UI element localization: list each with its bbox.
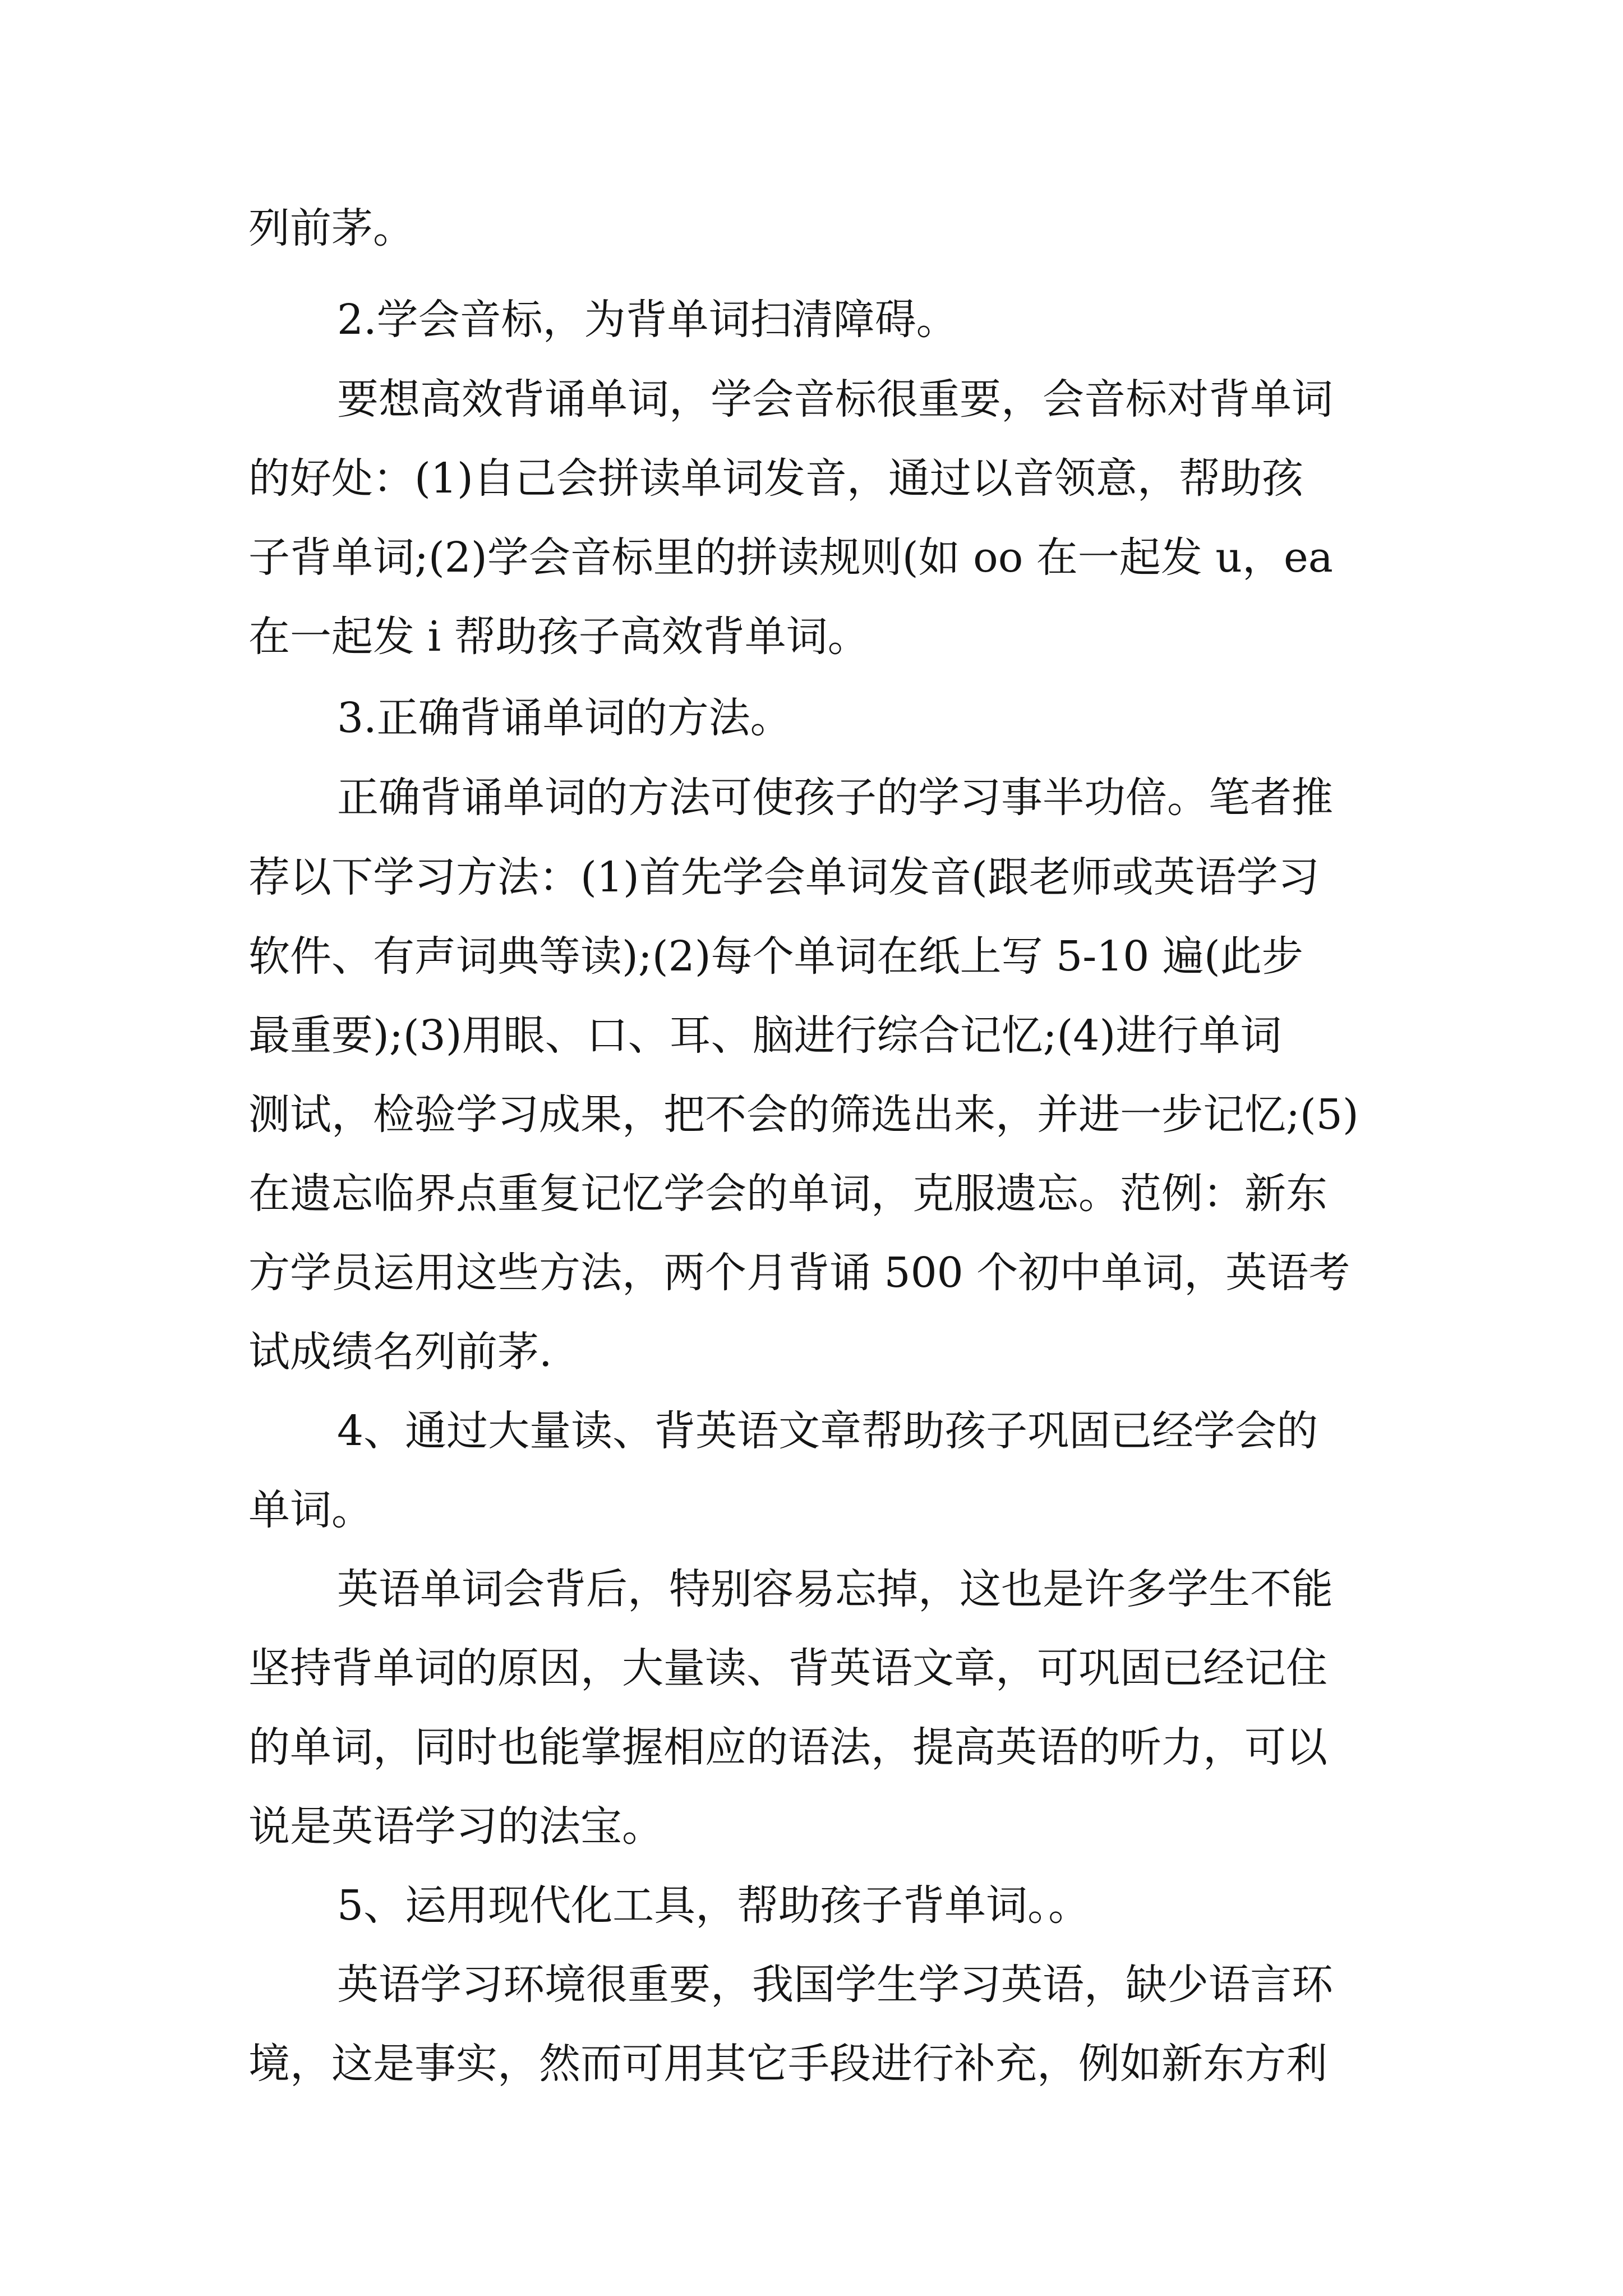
- paragraph-line: 方学员运用这些方法，两个月背诵 500 个初中单词，英语考: [248, 1249, 1350, 1297]
- section-heading: 4、通过大量读、背英语文章帮助孩子巩固已经学会的: [337, 1407, 1318, 1455]
- paragraph-line: 最重要);(3)用眼、口、耳、脑进行综合记忆;(4)进行单词: [248, 1011, 1282, 1060]
- section-heading: 3.正确背诵单词的方法。: [337, 694, 792, 742]
- paragraph-line: 英语单词会背后，特别容易忘掉，这也是许多学生不能: [337, 1565, 1333, 1613]
- paragraph-line: 境，这是事实，然而可用其它手段进行补充，例如新东方利: [248, 2040, 1327, 2088]
- paragraph-line: 英语学习环境很重要，我国学生学习英语，缺少语言环: [337, 1961, 1333, 2009]
- section-heading: 5、运用现代化工具，帮助孩子背单词。。: [337, 1881, 1090, 1930]
- paragraph-line: 要想高效背诵单词，学会音标很重要，会音标对背单词: [337, 375, 1333, 424]
- paragraph-line: 子背单词;(2)学会音标里的拼读规则(如 oo 在一起发 u，ea: [248, 533, 1333, 582]
- paragraph-line: 试成绩名列前茅.: [248, 1328, 552, 1376]
- section-heading: 2.学会音标，为背单词扫清障碍。: [337, 296, 958, 344]
- paragraph-line: 在一起发 i 帮助孩子高效背单词。: [248, 613, 869, 661]
- text-line: 列前茅。: [248, 204, 414, 252]
- paragraph-line: 在遗忘临界点重复记忆学会的单词，克服遗忘。范例：新东: [248, 1170, 1327, 1218]
- paragraph-line: 的好处：(1)自己会拼读单词发音，通过以音领意，帮助孩: [248, 454, 1303, 503]
- paragraph-line: 坚持背单词的原因，大量读、背英语文章，可巩固已经记住: [248, 1644, 1327, 1692]
- paragraph-line: 测试，检验学习成果，把不会的筛选出来，并进一步记忆;(5): [248, 1091, 1359, 1139]
- paragraph-line: 说是英语学习的法宝。: [248, 1802, 663, 1851]
- paragraph-line: 软件、有声词典等读);(2)每个单词在纸上写 5-10 遍(此步: [248, 932, 1303, 981]
- paragraph-line: 荐以下学习方法：(1)首先学会单词发音(跟老师或英语学习: [248, 853, 1320, 901]
- paragraph-line: 正确背诵单词的方法可使孩子的学习事半功倍。笔者推: [337, 774, 1333, 822]
- paragraph-line: 的单词，同时也能掌握相应的语法，提高英语的听力，可以: [248, 1723, 1327, 1772]
- section-heading-continued: 单词。: [248, 1486, 373, 1534]
